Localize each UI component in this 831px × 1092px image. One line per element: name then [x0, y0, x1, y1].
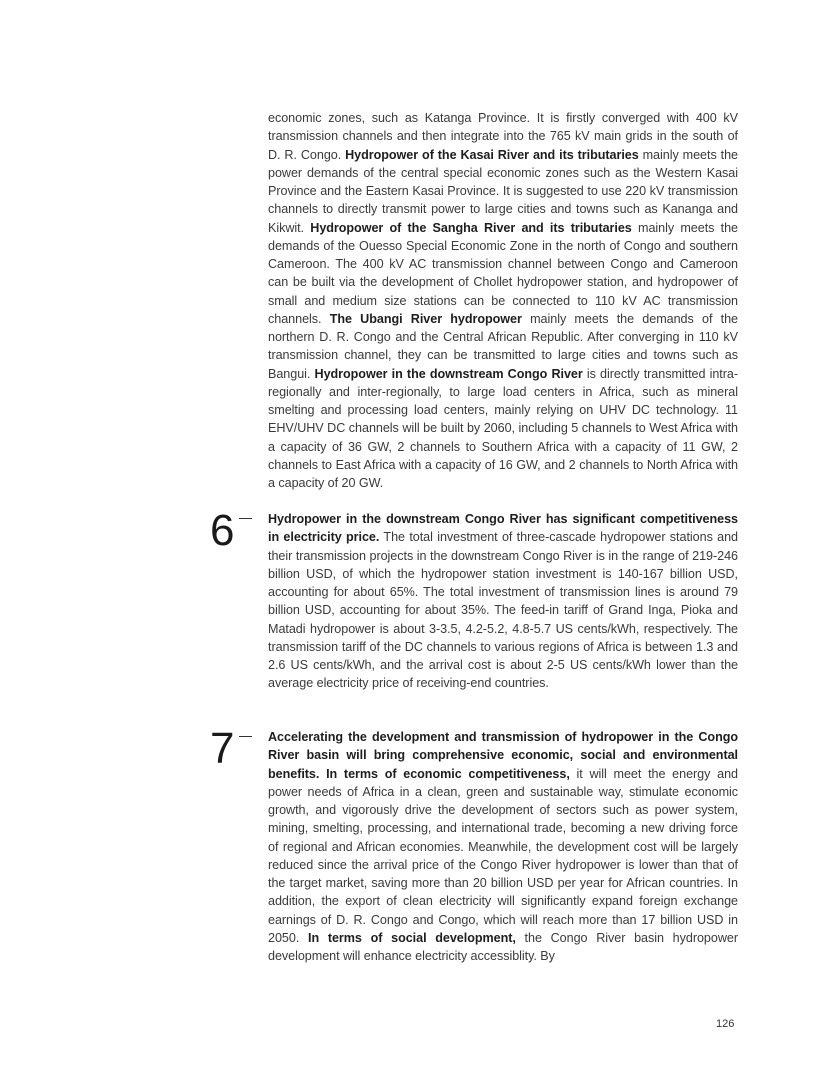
page-number: 126 — [716, 1018, 735, 1030]
body-text: the Congo River basin hydropower development will enhance electricity accessiblity. By — [268, 930, 738, 963]
body-text: mainly meets the power demands of the central special economic zones such as the Western Kasai Province and the Eastern Kasai Province. It is suggested to use 220 kV transmission channels to directly transmit power to large cities and towns such as Kananga and Kikwit. — [268, 147, 738, 235]
bold-heading-text: Accelerating the development and transmission of hydropower in the Congo River basin will bring comprehensive economic, social and environmental benefits. In terms of economic competitiveness, — [268, 730, 738, 781]
bold-heading-text: Hydropower of the Kasai River and its tributaries — [345, 147, 639, 162]
body-paragraph — [268, 109, 738, 492]
bold-heading-text: In terms of social development, — [308, 930, 516, 945]
point-7-paragraph — [268, 728, 738, 965]
bold-heading-text: Hydropower in the downstream Congo River has significant competitiveness in electricity price. — [268, 512, 738, 545]
bold-heading-text: Hydropower in the downstream Congo River — [314, 366, 583, 381]
body-text: economic zones, such as Katanga Province. It is firstly converged with 400 kV transmission channels and then integrate into the 765 kV main grids in the south of D. R. Congo. — [268, 111, 738, 162]
body-text: mainly meets the demands of the northern D. R. Congo and the Central African Republic. After converging in 110 kV transmission channel, they can be transmitted to large cities and towns such as Bangui. — [268, 311, 738, 381]
point-dash — [239, 736, 252, 737]
body-text: it will meet the energy and power needs of Africa in a clean, green and sustainable way, stimulate economic growth, and vigorously drive the development of sectors such as power system, mining, smelting, processing, and international trade, becoming a new driving force of regional and African economies. Meanwhile, the development cost will be largely reduced since the arrival price of the Congo River hydropower is lower than that of the target market, saving more than 20 billion USD per year for African countries. In addition, the export of clean electricity will significantly expand foreign exchange earnings of D. R. Congo and Congo, which will reach more than 17 billion USD in 2050. — [268, 766, 738, 945]
point-number-6: 6 — [210, 506, 235, 555]
point-number-7: 7 — [210, 724, 235, 773]
bold-heading-text: The Ubangi River hydropower — [329, 311, 522, 326]
body-text: mainly meets the demands of the Ouesso Special Economic Zone in the north of Congo and southern Cameroon. The 400 kV AC transmission channel between Congo and Cameroon can be built via the development of Chollet hydropower station, and hydropower of small and medium size stations can be connected to 110 kV AC transmission channels. — [268, 220, 738, 326]
body-text: is directly transmitted intra-regionally and inter-regionally, to large load centers in Africa, such as mineral smelting and processing load centers, mainly relying on UHV DC technology. 11 EHV/UHV DC channels will be built by 2060, including 5 channels to West Africa with a capacity of 36 GW, 2 channels to Southern Africa with a capacity of 11 GW, 2 channels to East Africa with a capacity of 16 GW, and 2 channels to North Africa with a capacity of 20 GW. — [268, 366, 738, 490]
point-dash — [239, 518, 252, 519]
bold-heading-text: Hydropower of the Sangha River and its tributaries — [310, 220, 632, 235]
point-6-paragraph — [268, 510, 738, 693]
body-text: The total investment of three-cascade hydropower stations and their transmission projects in the downstream Congo River is in the range of 219-246 billion USD, of which the hydropower station investment is 140-167 billion USD, accounting for about 65%. The total investment of transmission lines is around 79 billion USD, accounting for about 35%. The feed-in tariff of Grand Inga, Pioka and Matadi hydropower is about 3-3.5, 4.2-5.2, 4.8-5.7 US cents/kWh, respectively. The transmission tariff of the DC channels to various regions of Africa is between 1.3 and 2.6 US cents/kWh, and the arrival cost is about 2-5 US cents/kWh lower than the average electricity price of receiving-end countries. — [268, 530, 739, 691]
